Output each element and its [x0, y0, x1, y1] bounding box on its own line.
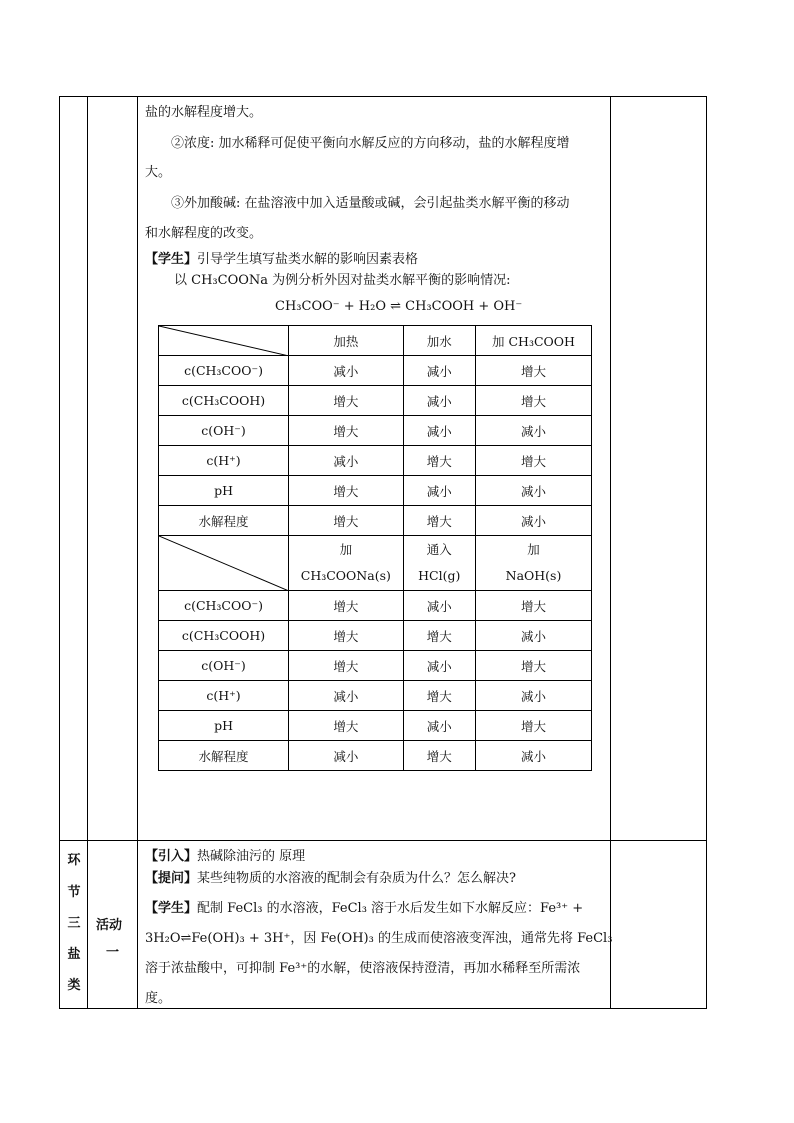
table-cell: 增大 — [475, 356, 591, 386]
text-line: 3H₂O⇌Fe(OH)₃ + 3H⁺，因 Fe(OH)₃ 的生成而使溶液变浑浊，通常先将 FeCl₃ — [145, 931, 613, 946]
header-bottom: HCl(g) — [418, 568, 461, 583]
row-divider — [60, 840, 706, 841]
intro-text: 热碱除油污的 原理 — [197, 849, 306, 864]
row-label: c(H⁺) — [159, 446, 289, 476]
factor-table-1 — [158, 325, 592, 771]
table-cell: 减小 — [403, 476, 475, 506]
row-label: pH — [159, 711, 289, 741]
header-top: 加 — [527, 542, 540, 557]
table-cell: 减小 — [403, 416, 475, 446]
row-label: 水解程度 — [159, 741, 289, 771]
section-char: 盐 — [67, 947, 81, 962]
row-label: c(CH₃COO⁻) — [159, 356, 289, 386]
student-tag: 【学生】 — [145, 252, 198, 267]
equation: CH₃COO⁻ + H₂O ⇌ CH₃COOH + OH⁻ — [275, 299, 523, 314]
column-divider — [610, 97, 611, 1008]
lesson-table — [59, 96, 707, 1009]
header-bottom: NaOH(s) — [505, 568, 562, 583]
table-cell: 减小 — [475, 506, 591, 536]
section-char: 类 — [67, 978, 81, 993]
table-cell: 增大 — [289, 506, 404, 536]
table-cell: 增大 — [475, 651, 591, 681]
activity-number: 一 — [106, 945, 120, 960]
table-cell: 减小 — [475, 681, 591, 711]
table-cell: 减小 — [403, 651, 475, 681]
row-label: pH — [159, 476, 289, 506]
intro-tag: 【引入】 — [145, 849, 198, 864]
header-cell: 加水 — [403, 326, 475, 356]
header-cell: 加热 — [289, 326, 404, 356]
table-cell: 增大 — [289, 621, 404, 651]
text-line: 大。 — [145, 165, 172, 180]
text-line: ③外加酸碱: 在盐溶液中加入适量酸或碱，会引起盐类水解平衡的移动 — [171, 196, 570, 211]
intro-line — [145, 845, 305, 864]
table-cell: 增大 — [403, 506, 475, 536]
table-cell: 增大 — [475, 386, 591, 416]
section-char: 环 — [67, 853, 81, 868]
diagonal-line — [159, 326, 289, 356]
table-cell: 减小 — [475, 476, 591, 506]
column-divider — [87, 97, 88, 1008]
header-cell — [403, 536, 475, 591]
header-bottom: CH₃COONa(s) — [300, 568, 391, 583]
table-cell: 增大 — [289, 416, 404, 446]
student-line — [145, 248, 418, 267]
row-label: c(H⁺) — [159, 681, 289, 711]
ask-line — [145, 867, 516, 886]
header-cell — [289, 536, 404, 591]
table-cell: 减小 — [289, 356, 404, 386]
row-label: c(CH₃COOH) — [159, 386, 289, 416]
table-cell: 减小 — [403, 356, 475, 386]
column-divider — [137, 97, 138, 1008]
example-line: 以 CH₃COONa 为例分析外因对盐类水解平衡的影响情况: — [174, 273, 511, 288]
table-cell: 增大 — [289, 711, 404, 741]
activity-label: 活动 — [96, 918, 123, 933]
table-cell: 增大 — [403, 446, 475, 476]
diagonal-header-cell — [159, 326, 289, 356]
diagonal-line — [159, 536, 289, 591]
header-cell: 加 CH₃COOH — [475, 326, 591, 356]
table-cell: 增大 — [403, 621, 475, 651]
text-line: 和水解程度的改变。 — [145, 226, 263, 241]
text-line: 盐的水解程度增大。 — [145, 105, 263, 120]
student-text: 配制 FeCl₃ 的水溶液，FeCl₃ 溶于水后发生如下水解反应：Fe³⁺ + — [197, 901, 584, 916]
ask-tag: 【提问】 — [145, 871, 198, 886]
student-tag: 【学生】 — [145, 901, 198, 916]
ask-text: 某些纯物质的水溶液的配制会有杂质为什么？怎么解决? — [197, 871, 516, 886]
table-cell: 增大 — [289, 591, 404, 621]
table-cell: 增大 — [289, 386, 404, 416]
table-cell: 减小 — [289, 741, 404, 771]
text-line: 溶于浓盐酸中，可抑制 Fe³⁺的水解，使溶液保持澄清，再加水稀释至所需浓 — [145, 961, 581, 976]
table-cell: 减小 — [403, 711, 475, 741]
student-line — [145, 897, 583, 916]
row-label: c(OH⁻) — [159, 416, 289, 446]
table-cell: 增大 — [475, 591, 591, 621]
table-cell: 增大 — [289, 651, 404, 681]
header-top: 加 — [339, 542, 353, 557]
row-label: c(CH₃COOH) — [159, 621, 289, 651]
header-top: 通入 — [426, 542, 452, 557]
text-line: 度。 — [145, 991, 172, 1006]
row-label: c(OH⁻) — [159, 651, 289, 681]
text-line: ②浓度: 加水稀释可促使平衡向水解反应的方向移动，盐的水解程度增 — [171, 136, 570, 151]
table-cell: 增大 — [475, 711, 591, 741]
table-cell: 减小 — [289, 446, 404, 476]
table-cell: 增大 — [403, 741, 475, 771]
diagonal-header-cell — [159, 536, 289, 591]
table-cell: 减小 — [475, 741, 591, 771]
table-cell: 减小 — [289, 681, 404, 711]
table-cell: 增大 — [289, 476, 404, 506]
table-cell: 减小 — [403, 591, 475, 621]
table-cell: 减小 — [403, 386, 475, 416]
student-text: 引导学生填写盐类水解的影响因素表格 — [197, 252, 419, 267]
table-cell: 减小 — [475, 621, 591, 651]
section-char: 三 — [67, 916, 81, 931]
row-label: 水解程度 — [159, 506, 289, 536]
table-cell: 减小 — [475, 416, 591, 446]
table-cell: 增大 — [403, 681, 475, 711]
row-label: c(CH₃COO⁻) — [159, 591, 289, 621]
table-cell: 增大 — [475, 446, 591, 476]
section-char: 节 — [67, 885, 81, 900]
header-cell — [475, 536, 591, 591]
